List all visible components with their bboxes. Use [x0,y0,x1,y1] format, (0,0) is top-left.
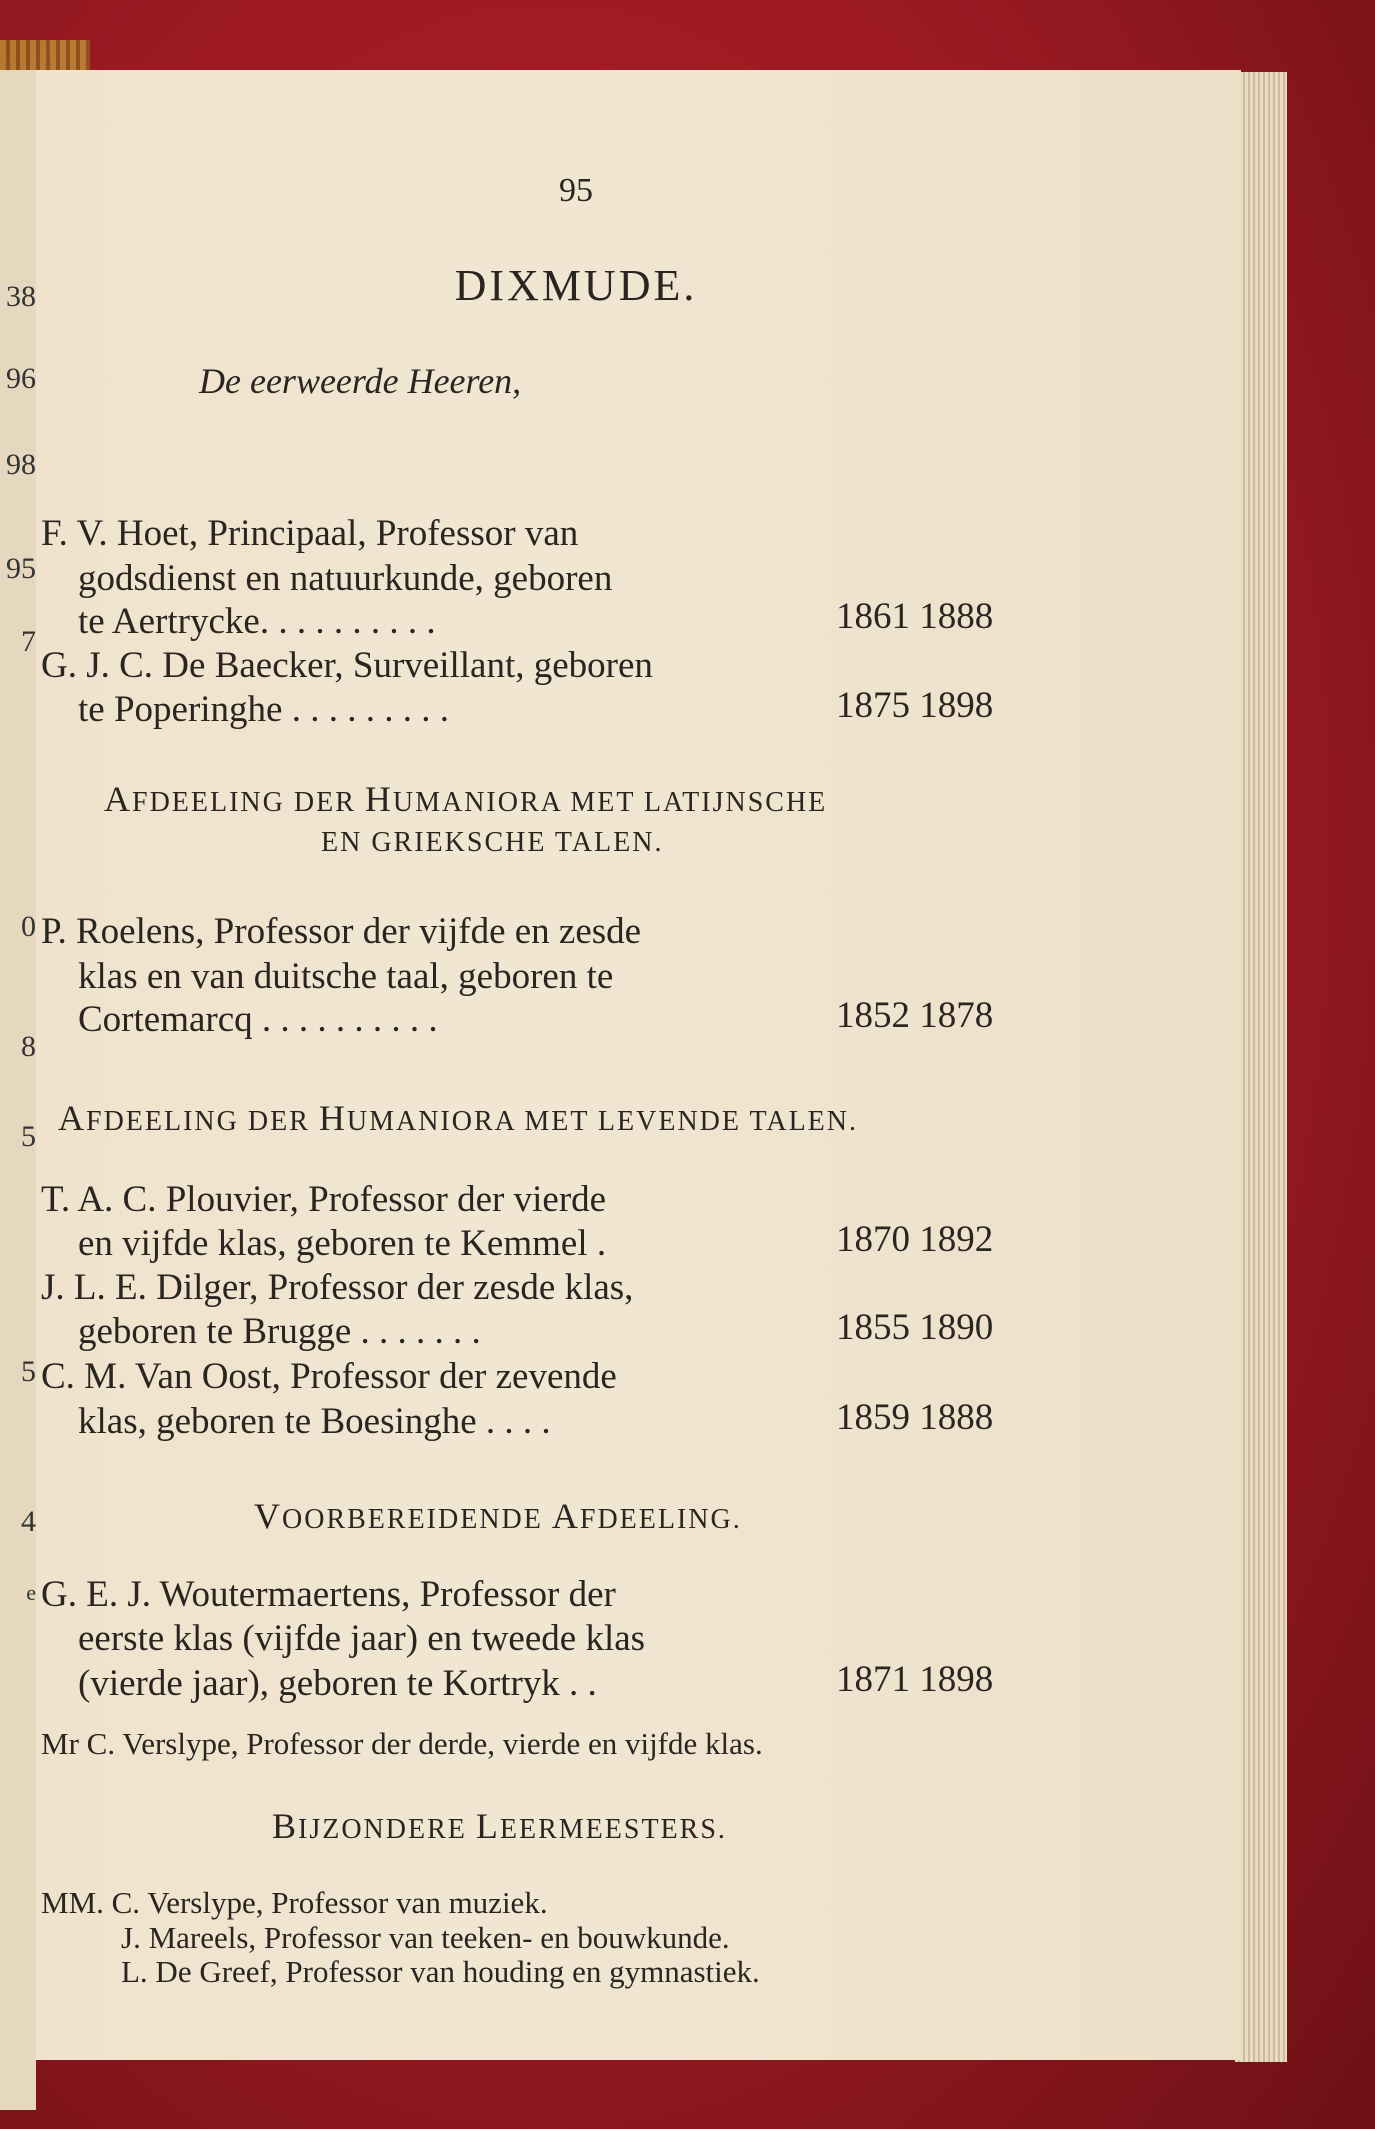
prev-page-number: 95 [6,552,36,585]
years: 1861 1888 [836,596,994,637]
prev-page-number: 4 [21,1505,36,1538]
text-line: P. Roelens, Professor der vijfde en zesde [41,911,642,952]
text-line: Mr C. Verslype, Professor der derde, vierde en vijfde klas. [41,1726,763,1761]
text-line: godsdienst en natuurkunde, geboren [78,558,613,599]
text-line: T. A. C. Plouvier, Professor der vierde [41,1179,607,1220]
page-title: DIXMUDE. [454,261,698,310]
text-line: klas, geboren te Boesinghe . . . . [78,1401,551,1442]
years: 1875 1898 [836,685,994,726]
prev-page-number: 8 [21,1030,36,1063]
text-line: L. De Greef, Professor van houding en gymnastiek. [121,1954,760,1989]
prev-page-number: 5 [21,1120,36,1153]
section-heading-continued: EN GRIEKSCHE TALEN. [321,827,664,858]
prev-page-number: 38 [6,280,36,313]
text-line: te Poperinghe . . . . . . . . . [78,689,449,730]
prev-page-number: 96 [6,362,36,395]
text-line: G. J. C. De Baecker, Surveillant, geboren [41,645,653,686]
text-line: F. V. Hoet, Principaal, Professor van [41,513,579,554]
page-block-edges [1235,72,1287,2062]
years: 1859 1888 [836,1397,994,1438]
text-line: klas en van duitsche taal, geboren te [78,956,614,997]
years: 1852 1878 [836,995,994,1036]
page-subtitle: De eerweerde Heeren, [199,361,522,401]
section-heading: AFDEELING DER HUMANIORA MET LEVENDE TALEN. [58,1098,859,1138]
text-line: J. L. E. Dilger, Professor der zesde klas, [41,1267,634,1308]
years: 1871 1898 [836,1659,994,1700]
text-line: geboren te Brugge . . . . . . . [78,1311,481,1352]
prev-page-number: e [26,1580,36,1605]
text-line: MM. C. Verslype, Professor van muziek. [41,1885,548,1920]
prev-page-number: 0 [21,910,36,943]
years: 1855 1890 [836,1307,994,1348]
book-page [36,70,1241,2060]
prev-page-number: 98 [6,448,36,481]
text-line: C. M. Van Oost, Professor der zevende [41,1356,617,1397]
text-line: (vierde jaar), geboren te Kortryk . . [78,1663,597,1704]
text-line: J. Mareels, Professor van teeken- en bouwkunde. [121,1920,730,1955]
section-heading: AFDEELING DER HUMANIORA MET LATIJNSCHE [104,779,828,819]
text-line: G. E. J. Woutermaertens, Professor der [41,1574,616,1615]
section-heading: BIJZONDERE LEERMEESTERS. [272,1806,727,1846]
years: 1870 1892 [836,1219,994,1260]
page-number: 95 [559,172,593,209]
previous-page-edge [0,70,36,2110]
section-heading: VOORBEREIDENDE AFDEELING. [254,1496,742,1536]
text-line: en vijfde klas, geboren te Kemmel . [78,1223,607,1264]
text-line: eerste klas (vijfde jaar) en tweede klas [78,1618,646,1659]
prev-page-number: 7 [21,625,36,658]
prev-page-number: 5 [21,1355,36,1388]
text-line: te Aertrycke. . . . . . . . . . [78,601,436,642]
text-line: Cortemarcq . . . . . . . . . . [78,999,438,1040]
